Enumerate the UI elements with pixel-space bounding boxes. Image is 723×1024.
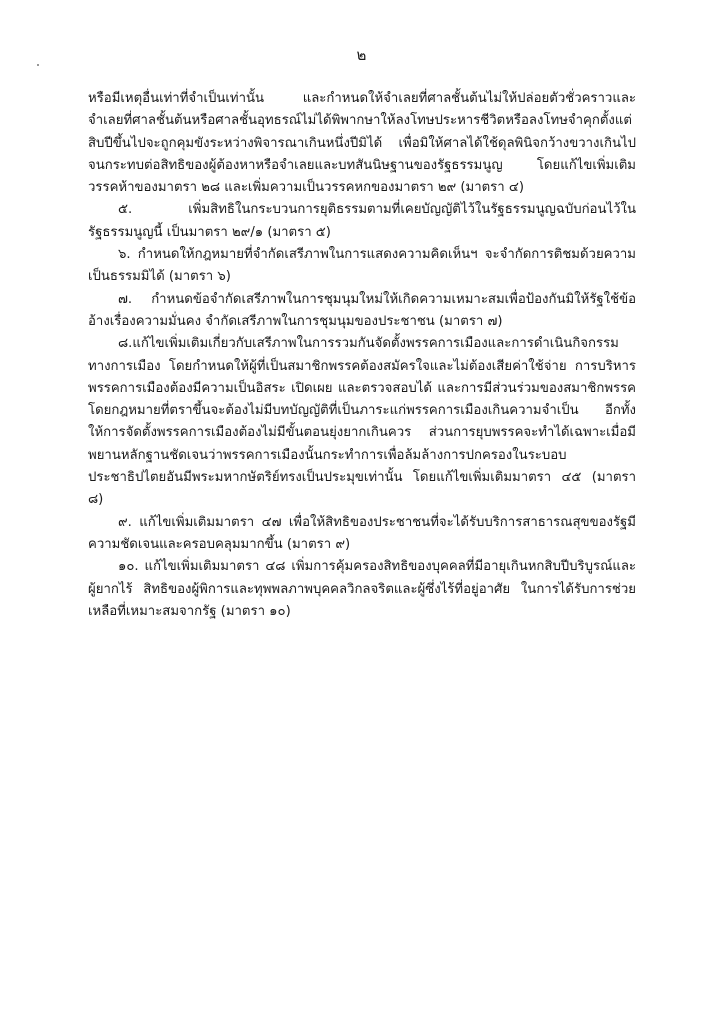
paragraph-item-8: ๘.แก้ไขเพิ่มเติมเกี่ยวกับเสรีภาพในการรวมกันจัดตั้งพรรคการเมืองและการดำเนินกิจกรรมทางการเมือง โดยกำหนดให้ผู้ที่เป็นสมาชิกพรรคต้องสมัครใจและไม่ต้องเสียค่าใช้จ่าย การบริหารพรรคการเมืองต้องมีความเป็นอิสระ เปิดเผย และตรวจสอบได้ และการมีส่วนร่วมของสมาชิกพรรคโดยกฎหมายที่ตราขึ้นจะต้องไม่มีบทบัญญัติที่เป็นภาระแก่พรรคการเมืองเกินความจำเป็น อีกทั้งให้การจัดตั้งพรรคการเมืองต้องไม่มีขั้นตอนยุ่งยากเกินควร ส่วนการยุบพรรคจะทำได้เฉพาะเมื่อมีพยานหลักฐานชัดเจนว่าพรรคการเมืองนั้นกระทำการเพื่อล้มล้างการปกครองในระบอบประชาธิปไตยอันมีพระมหากษัตริย์ทรงเป็นประมุขเท่านั้น โดยแก้ไขเพิ่มเติมมาตรา ๔๕ (มาตรา ๘): [88, 336, 636, 508]
paragraph-item-10: ๑๐. แก้ไขเพิ่มเติมมาตรา ๔๘ เพิ่มการคุ้มครองสิทธิของบุคคลที่มีอายุเกินหกสิบปีบริบูรณ์และผู้ยากไร้ สิทธิของผู้พิการและทุพพลภาพบุคคลวิกลจริตและผู้ซึ่งไร้ที่อยู่อาศัย ในการได้รับการช่วยเหลือที่เหมาะสมจากรัฐ (มาตรา ๑๐): [88, 559, 636, 619]
paragraph-continuation: หรือมีเหตุอื่นเท่าที่จำเป็นเท่านั้น และกำหนดให้จำเลยที่ศาลชั้นต้นไม่ให้ปล่อยตัวชั่วคราวและจำเลยที่ศาลชั้นต้นหรือศาลชั้นอุทธรณ์ไม่ได้พิพากษาให้ลงโทษประหารชีวิตหรือลงโทษจำคุกตั้งแต่สิบปีขึ้นไปจะถูกคุมขังระหว่างพิจารณาเกินหนึ่งปีมิได้ เพื่อมิให้ศาลได้ใช้ดุลพินิจกว้างขวางเกินไป จนกระทบต่อสิทธิของผู้ต้องหาหรือจำเลยและบทสันนิษฐานของรัฐธรรมนูญ โดยแก้ไขเพิ่มเติมวรรคห้าของมาตรา ๒๘ และเพิ่มความเป็นวรรคหกของมาตรา ๒๙ (มาตรา ๔): [88, 91, 636, 196]
page-number: ๒: [356, 46, 367, 64]
paragraph-item-5: ๕. เพิ่มสิทธิในกระบวนการยุติธรรมตามที่เคยบัญญัติไว้ในรัฐธรรมนูญฉบับก่อนไว้ในรัฐธรรมนูญนี้ เป็นมาตรา ๒๙/๑ (มาตรา ๕): [88, 202, 636, 240]
paragraph-item-9: ๙. แก้ไขเพิ่มเติมมาตรา ๔๗ เพื่อให้สิทธิของประชาชนที่จะได้รับบริการสาธารณสุขของรัฐมีความชัดเจนและครอบคลุมมากขึ้น (มาตรา ๙): [88, 514, 636, 552]
paragraph-item-6: ๖. กำหนดให้กฎหมายที่จำกัดเสรีภาพในการแสดงความคิดเห็นฯ จะจำกัดการติชมด้วยความเป็นธรรมมิได้ (มาตรา ๖): [88, 247, 636, 285]
document-body: [88, 88, 636, 623]
paragraph-item-7: ๗. กำหนดข้อจำกัดเสรีภาพในการชุมนุมใหม่ให้เกิดความเหมาะสมเพื่อป้องกันมิให้รัฐใช้ข้ออ้างเรื่องความมั่นคง จำกัดเสรีภาพในการชุมนุมของประชาชน (มาตรา ๗): [88, 291, 636, 329]
